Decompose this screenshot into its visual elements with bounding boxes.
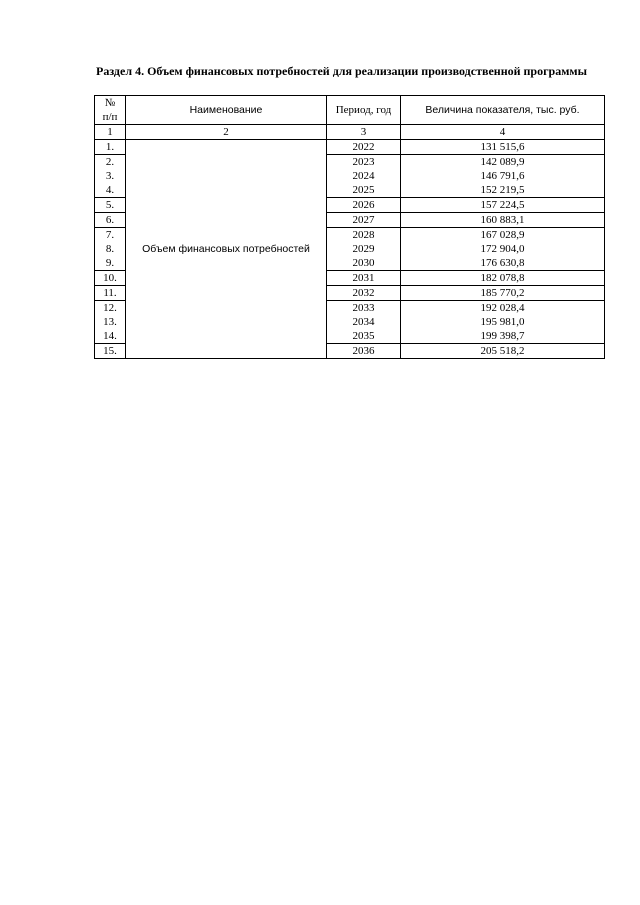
row-value: 160 883,1 (401, 213, 605, 228)
column-number: 4 (401, 125, 605, 140)
row-value: 195 981,0 (401, 315, 605, 329)
row-value: 199 398,7 (401, 329, 605, 344)
row-value: 192 028,4 (401, 301, 605, 316)
row-year: 2025 (327, 183, 401, 198)
row-value: 131 515,6 (401, 140, 605, 155)
column-number: 2 (126, 125, 327, 140)
row-value: 146 791,6 (401, 169, 605, 183)
row-number: 15. (95, 344, 126, 359)
header-num-pp: п/п (102, 111, 118, 123)
row-number: 6. (95, 213, 126, 228)
row-number: 1. (95, 140, 126, 155)
row-value: 157 224,5 (401, 198, 605, 213)
item-name: Объем финансовых потребностей (126, 140, 327, 359)
row-number: 4. (95, 183, 126, 198)
row-number: 3. (95, 169, 126, 183)
row-value: 205 518,2 (401, 344, 605, 359)
row-value: 182 078,8 (401, 271, 605, 286)
row-value: 152 219,5 (401, 183, 605, 198)
row-year: 2024 (327, 169, 401, 183)
column-number-row (95, 125, 605, 140)
row-number: 13. (95, 315, 126, 329)
row-year: 2034 (327, 315, 401, 329)
row-value: 167 028,9 (401, 228, 605, 243)
row-number: 9. (95, 256, 126, 271)
row-year: 2030 (327, 256, 401, 271)
row-number: 11. (95, 286, 126, 301)
row-year: 2029 (327, 242, 401, 256)
section-title: Раздел 4. Объем финансовых потребностей для реализации производственной программы (96, 64, 587, 78)
column-number: 3 (327, 125, 401, 140)
row-year: 2023 (327, 155, 401, 170)
row-number: 7. (95, 228, 126, 243)
header-value: Величина показателя, тыс. руб. (401, 96, 605, 125)
row-number: 10. (95, 271, 126, 286)
row-year: 2036 (327, 344, 401, 359)
row-year: 2027 (327, 213, 401, 228)
header-name: Наименование (126, 96, 327, 125)
header-num (95, 96, 126, 125)
row-year: 2032 (327, 286, 401, 301)
row-year: 2035 (327, 329, 401, 344)
row-number: 14. (95, 329, 126, 344)
row-year: 2028 (327, 228, 401, 243)
row-number: 8. (95, 242, 126, 256)
row-value: 142 089,9 (401, 155, 605, 170)
financial-needs-table (94, 95, 605, 359)
row-value: 176 630,8 (401, 256, 605, 271)
table-row (95, 140, 605, 155)
column-number: 1 (95, 125, 126, 140)
table-header-row (95, 96, 605, 125)
row-number: 2. (95, 155, 126, 170)
header-period: Период, год (327, 96, 401, 125)
row-year: 2033 (327, 301, 401, 316)
row-number: 5. (95, 198, 126, 213)
row-number: 12. (95, 301, 126, 316)
row-year: 2031 (327, 271, 401, 286)
header-num-sign: № (104, 97, 116, 109)
row-value: 172 904,0 (401, 242, 605, 256)
row-year: 2026 (327, 198, 401, 213)
row-value: 185 770,2 (401, 286, 605, 301)
row-year: 2022 (327, 140, 401, 155)
